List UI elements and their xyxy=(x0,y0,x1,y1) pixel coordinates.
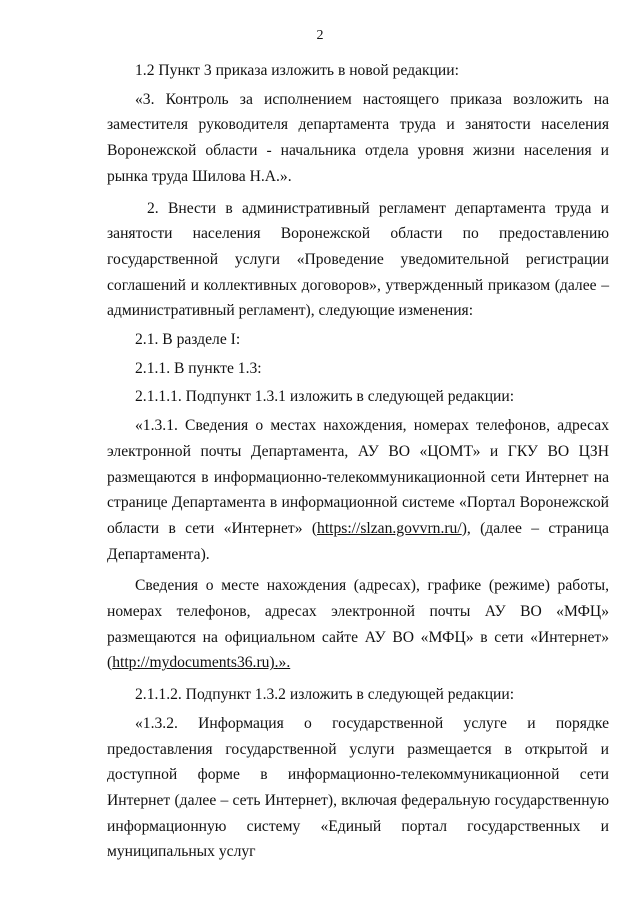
mfc-link[interactable]: http://mydocuments36.ru).». xyxy=(112,654,291,672)
page-number: 2 xyxy=(316,28,324,43)
paragraph-2-1-1-1: 2.1.1.1. Подпункт 1.3.1 изложить в следующей редакции: xyxy=(135,388,515,406)
paragraph-1-2: 1.2 Пункт 3 приказа изложить в новой редакции: xyxy=(135,62,459,79)
paragraph-quote-1-3-2: «1.3.2. Информация о государственной услуге и порядке предоставления государственной услуги размещается в открытой и доступной форме в информационно-телекоммуникационной сети Интернет (далее – сеть Интернет), включая федеральную государственную информационную систему «Единый портал государственных и муниципальных услуг xyxy=(107,714,609,861)
paragraph-quote-item-3: «3. Контроль за исполнением настоящего приказа возложить на заместителя руководителя департамента труда и занятости населения Воронежской области - начальника отдела уровня жизни населения и рынка труда Шилова Н.А.». xyxy=(107,90,609,185)
portal-link[interactable]: https://slzan.govvrn.ru/ xyxy=(317,519,462,537)
paragraph-text: «1.3.1. Сведения о местах нахождения, номерах телефонов, адресах электронной почты Департамента, АУ ВО «ЦОМТ» и ГКУ ВО ЦЗН размещаются в информационно-телекоммуникационной сети Интернет на странице Департамента в информационной системе «Портал Воронежской области в сети «Интернет» ( xyxy=(107,417,609,537)
document-body xyxy=(107,58,609,865)
paragraph-quote-1-3-1 xyxy=(107,413,609,567)
paragraph-text: Сведения о месте нахождения (адресах), графике (режиме) работы, номерах телефонов, адресах электронной почты АУ ВО «МФЦ» размещаются на официальном сайте АУ ВО «МФЦ» в сети «Интернет» ( xyxy=(107,577,609,672)
paragraph-2-1-1-2: 2.1.1.2. Подпункт 1.3.2 изложить в следующей редакции: xyxy=(135,686,515,704)
paragraph-text: ), (далее – страница Департамента). xyxy=(107,519,609,563)
paragraph-2-1: 2.1. В разделе I: xyxy=(135,331,241,349)
paragraph-2-1-1: 2.1.1. В пункте 1.3: xyxy=(135,359,262,377)
paragraph-2: 2. Внести в административный регламент департамента труда и занятости населения Воронежской области по предоставлению государственной услуги «Проведение уведомительной регистрации соглашений и коллективных договоров», утвержденный приказом (далее – административный регламент), следующие изменения: xyxy=(107,199,609,320)
paragraph-mfc-info xyxy=(107,573,609,676)
